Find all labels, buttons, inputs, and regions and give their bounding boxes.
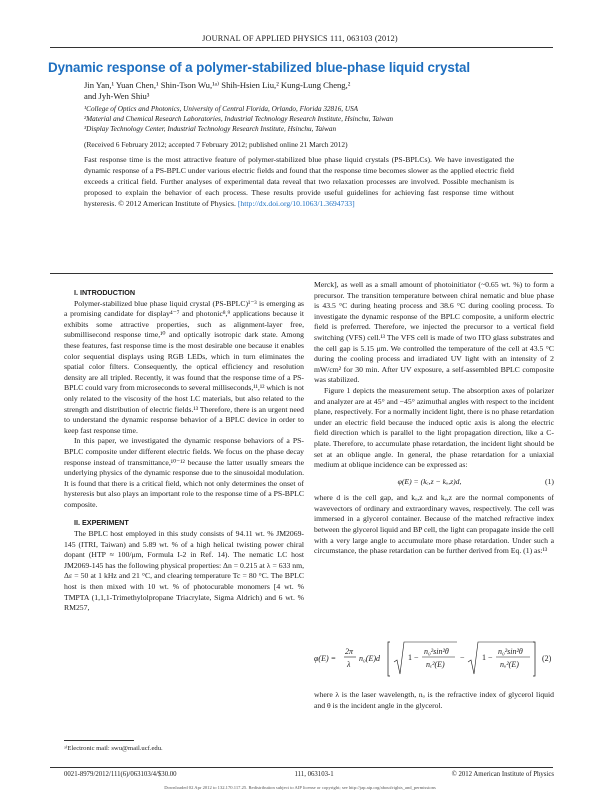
affiliation-2: ²Material and Chemical Research Laboratories, Industrial Technology Research Institute, Hsinchu, Taiwan xyxy=(84,115,394,123)
affiliation-1: ¹College of Optics and Photonics, University of Central Florida, Orlando, Florida 32816, USA xyxy=(84,105,359,113)
footer-copyright: © 2012 American Institute of Physics xyxy=(451,771,554,778)
right-paragraph-3: where d is the cell gap, and kₒ,z and kₑ,z are the normal components of wavevectors of ordinary and extraordinary waves, respectively. The cell was immersed in a glycerol container. Because of the matched refractive index between the glycerol liquid and BP cell, the light can propagate inside the cell with a very large angle to accumulate more phase retardation. Under such a circumstance, the phase retardation can be further derived from Eq. (1) as:¹³ xyxy=(314,493,554,556)
intro-paragraph-2: In this paper, we investigated the dynamic response behaviors of a PS-BPLC composite under different electric fields. We focus on the phase decay response instead of transmittance,¹⁰⁻¹² because the latter usually smears the underlying physics of the dynamic response due to the sinusoidal modulation. It is found that there is a critical field, which not only determines the onset of hysteresis but also plays an important role to the response time of a PS-BPLC composite. xyxy=(64,436,304,509)
equation-2-number: (2) xyxy=(542,654,552,663)
svg-text:φ(E) =: φ(E) = xyxy=(314,654,337,663)
right-paragraph-4: where λ is the laser wavelength, nₒ is the refractive index of glycerol liquid and θ is the incident angle in the glycerol. xyxy=(314,690,554,710)
equation-1 xyxy=(314,477,554,488)
equation-2 xyxy=(312,636,556,680)
footer-rule xyxy=(50,767,553,768)
abstract xyxy=(84,155,514,210)
svg-text:nₑ²(E): nₑ²(E) xyxy=(426,660,445,669)
equation-2-graphic xyxy=(312,636,556,680)
footnote-email: ᵃ⁾Electronic mail: swu@mail.ucf.edu. xyxy=(64,745,163,752)
experiment-paragraph-1: The BPLC host employed in this study consists of 94.11 wt. % JM2069-145 (ITRI, Taiwan) and 5.89 wt. % of a high helical twisting power chiral dopant (HTP ≈ 100/μm, Formula I-2 in Ref. 14). The nematic LC host JM2069-145 has the following physical properties: Δn = 0.215 at λ = 633 nm, Δε = 50 at 1 kHz and 21 °C, and clearing temperature Tc = 80 °C. The BPLC host is then mixed with 10 wt. % of photocurable monomers [4 wt. % TMPTA (1,1,1-Trimethylolpropane Triacrylate, Sigma Aldrich) and 6 wt. % RM257, xyxy=(64,529,304,613)
received-dates: (Received 6 February 2012; accepted 7 February 2012; published online 21 March 2012) xyxy=(84,140,348,149)
equation-1-number: (1) xyxy=(545,476,554,486)
left-column xyxy=(64,288,304,614)
journal-header: JOURNAL OF APPLIED PHYSICS 111, 063103 (2012) xyxy=(202,34,398,43)
page-footer xyxy=(64,771,554,778)
svg-text:2π: 2π xyxy=(345,647,354,656)
right-column xyxy=(314,280,554,557)
footer-issn: 0021-8979/2012/111(6)/063103/4/$30.00 xyxy=(64,771,177,778)
affiliation-3: ³Display Technology Center, Industrial Technology Research Institute, Hsinchu, Taiwan xyxy=(84,125,337,133)
header-rule xyxy=(50,47,553,48)
right-paragraph-2: Figure 1 depicts the measurement setup. The absorption axes of polarizer and analyzer are at 45° and −45° azimuthal angles with respect to the incident plane, respectively. For a normally incident light, there is no phase retardation under an electric field because the induced optic axis is along the electric field direction which is parallel to the light propagation direction, like a C-plate. Therefore, to accumulate phase retardation, the incident light should be set at an oblique angle. In general, the phase retardation for a uniaxial medium at oblique incidence can be expressed as: xyxy=(314,385,554,470)
equation-1-body: φ(E) = (kₑ,z − kₒ,z)d, xyxy=(397,476,462,486)
svg-text:nₒ²(E): nₒ²(E) xyxy=(500,660,519,669)
right-paragraph-1: Merck], as well as a small amount of photoinitiator (~0.65 wt. %) to form a precursor. The transition temperature between chiral nematic and blue phase is 43.5 °C during heating process and 38.6 °C during cooling process. To investigate the dynamic response of the BPLC composite, a uniform electric field is preferred. Therefore, we injected the precursor to a vertical field switching (VFS) cell.¹³ The VFS cell is made of two ITO glass substrates and the cell gap is 5.15 μm. We controlled the temperature of the cell at 43.5 °C during the cooling process and irradiated UV light with an intensity of 2 mW/cm² for 30 min. After UV exposure, a self-assembled BPLC composite was stabilized. xyxy=(314,280,554,385)
right-column-tail xyxy=(314,690,554,711)
svg-text:λ: λ xyxy=(347,660,351,669)
footer-page: 111, 063103-1 xyxy=(294,771,334,778)
svg-text:1 −: 1 − xyxy=(408,653,419,662)
download-notice: Downloaded 02 Apr 2012 to 132.170.117.25. Redistribution subject to AIP license or copyright; see http://jap.aip.org/about/rights_and_permissions xyxy=(164,785,436,790)
svg-text:−: − xyxy=(460,653,465,662)
affiliations xyxy=(84,104,544,134)
author-line-2: and Jyh-Wen Shiu³ xyxy=(84,91,150,101)
intro-paragraph-1: Polymer-stabilized blue phase liquid crystal (PS-BPLC)¹⁻³ is emerging as a promising candidate for display⁴⁻⁷ and photonic⁸,⁹ applications because it exhibits some attractive properties, such as alignment-layer free, submillisecond response time,¹⁰ and optically isotropic dark state. Among these features, fast response time is the most desirable one because it enables color sequential displays using RGB LEDs, which in turn eliminates the spatial color filters. Consequently, the optical efficiency and resolution density are all tripled. Recently, it was found that the response time of a PS-BPLC could vary from microseconds to several milliseconds,¹¹,¹² which is not only related to the viscosity of the host LC materials, but also related to the strength and distribution of electric fields.¹³ Therefore, there is an urgent need to understand the dynamic response behavior of a BPLC device in order to keep fast response time. xyxy=(64,298,304,435)
svg-text:1 −: 1 − xyxy=(482,653,493,662)
svg-text:n₀(E)d: n₀(E)d xyxy=(359,654,380,663)
svg-text:n₀²sin²θ: n₀²sin²θ xyxy=(424,647,449,656)
doi-link[interactable]: [http://dx.doi.org/10.1063/1.3694733] xyxy=(237,198,355,208)
paper-title: Dynamic response of a polymer-stabilized blue-phase liquid crystal xyxy=(48,60,471,75)
section-heading-experiment: II. EXPERIMENT xyxy=(74,518,129,528)
section-heading-introduction: I. INTRODUCTION xyxy=(74,288,136,297)
svg-text:n₀²sin²θ: n₀²sin²θ xyxy=(498,647,523,656)
abstract-rule xyxy=(50,273,553,274)
author-list xyxy=(84,80,544,102)
footnote-rule xyxy=(64,740,134,741)
abstract-text: Fast response time is the most attractive feature of polymer-stabilized blue phase liquid crystals (PS-BPLCs). We have investigated the dynamic response of a PS-BPLC under various electric fields and found that the response time becomes slower as the applied electric field exceeds a critical field. Further analyses of experimental data reveal that two relaxation processes are involved. Possible mechanism is proposed to explain the behavior of each process. These results provide useful guidelines for achieving fast response time without hysteresis. © 2012 American Institute of Physics. xyxy=(84,155,514,208)
author-line-1: Jin Yan,¹ Yuan Chen,¹ Shin-Tson Wu,¹ᵃ⁾ Shih-Hsien Liu,² Kung-Lung Cheng,² xyxy=(84,80,351,90)
